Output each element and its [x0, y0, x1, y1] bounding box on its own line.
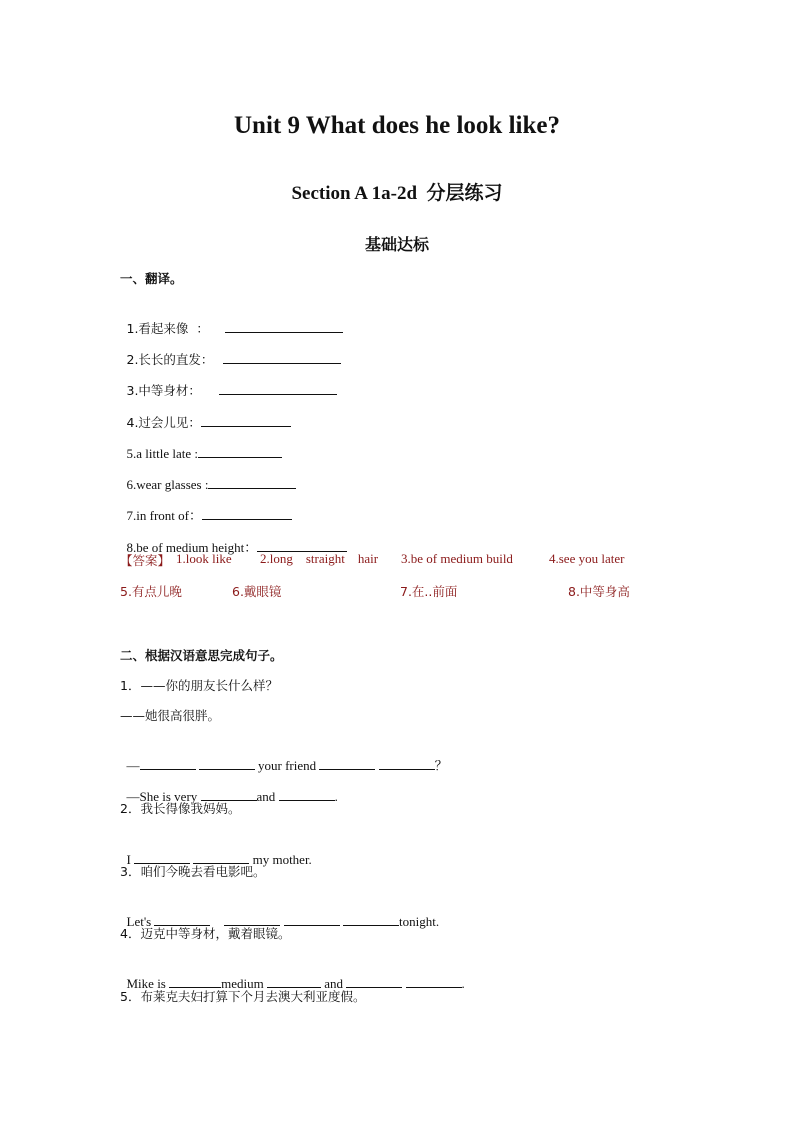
answer-blank[interactable]	[267, 974, 321, 988]
page-title: Unit 9 What does he look like?	[234, 112, 560, 139]
q1-chinese: 1．——你的朋友长什么样？	[120, 678, 278, 693]
q4-english: Mike is medium and .	[126, 976, 465, 991]
answer-label: 【答案】	[120, 553, 171, 568]
answer-blank[interactable]	[225, 319, 343, 333]
q4-chinese: 4．迈克中等身材，戴着眼镜。	[120, 926, 291, 941]
answer-blank[interactable]	[208, 475, 296, 489]
answer-blank[interactable]	[201, 787, 257, 801]
part1-item-4: 4.过会儿见：	[120, 395, 291, 432]
answer-blank[interactable]	[346, 974, 402, 988]
answer-blank[interactable]	[223, 350, 341, 364]
answer-blank[interactable]	[193, 850, 249, 864]
answer-7: 7.在..前面	[400, 584, 458, 599]
level-heading: 基础达标	[364, 235, 429, 254]
q3-chinese: 3．咱们今晚去看电影吧。	[120, 864, 266, 879]
answer-blank[interactable]	[257, 538, 347, 552]
answer-blank[interactable]	[199, 756, 255, 770]
answer-blank[interactable]	[219, 381, 337, 395]
answer-blank[interactable]	[198, 444, 282, 458]
answer-blank[interactable]	[224, 912, 280, 926]
q1-english: — your friend ？	[126, 758, 448, 773]
answer-6: 6.戴眼镜	[232, 584, 282, 599]
section-subtitle: Section A 1a-2d 分层练习	[291, 183, 503, 204]
part1-heading: 一、翻译。	[120, 271, 183, 286]
part2-heading: 二、根据汉语意思完成句子。	[120, 648, 283, 663]
q2-english: I my mother.	[126, 852, 312, 867]
q1-chinese-reply: ——她很高很胖。	[120, 708, 221, 723]
answer-blank[interactable]	[202, 506, 292, 520]
part1-item-2: 2.长长的直发：	[120, 332, 341, 369]
answer-1: 1.look like	[176, 551, 232, 566]
answer-5: 5.有点儿晚	[120, 584, 182, 599]
answer-blank[interactable]	[343, 912, 399, 926]
answer-blank[interactable]	[134, 850, 190, 864]
answer-2: 2.long straight hair	[260, 551, 379, 566]
answer-blank[interactable]	[201, 413, 291, 427]
part1-item-1: 1.看起来像 ：	[120, 301, 343, 338]
part1-item-6: 6.wear glasses :	[120, 457, 296, 494]
answer-blank[interactable]	[406, 974, 462, 988]
q5-chinese: 5．布莱克夫妇打算下个月去澳大利亚度假。	[120, 989, 366, 1004]
part1-item-3: 3.中等身材：	[120, 363, 337, 400]
answer-blank[interactable]	[154, 912, 210, 926]
part1-item-5: 5.a little late :	[120, 426, 282, 463]
answer-blank[interactable]	[140, 756, 196, 770]
answer-8: 8.中等身高	[568, 584, 630, 599]
answer-blank[interactable]	[169, 974, 221, 988]
part1-item-7: 7.in front of：	[120, 488, 292, 525]
q3-english: Let's tonight.	[126, 914, 440, 929]
answer-blank[interactable]	[379, 756, 435, 770]
answer-blank[interactable]	[279, 787, 335, 801]
q2-chinese: 2．我长得像我妈妈。	[120, 801, 241, 816]
answer-blank[interactable]	[319, 756, 375, 770]
answer-4: 4.see you later	[549, 551, 625, 566]
q1-english-reply: —She is very and .	[126, 789, 338, 804]
part1-item-8: 8.be of medium height：	[120, 520, 347, 557]
answer-blank[interactable]	[284, 912, 340, 926]
answer-3: 3.be of medium build	[401, 551, 513, 566]
